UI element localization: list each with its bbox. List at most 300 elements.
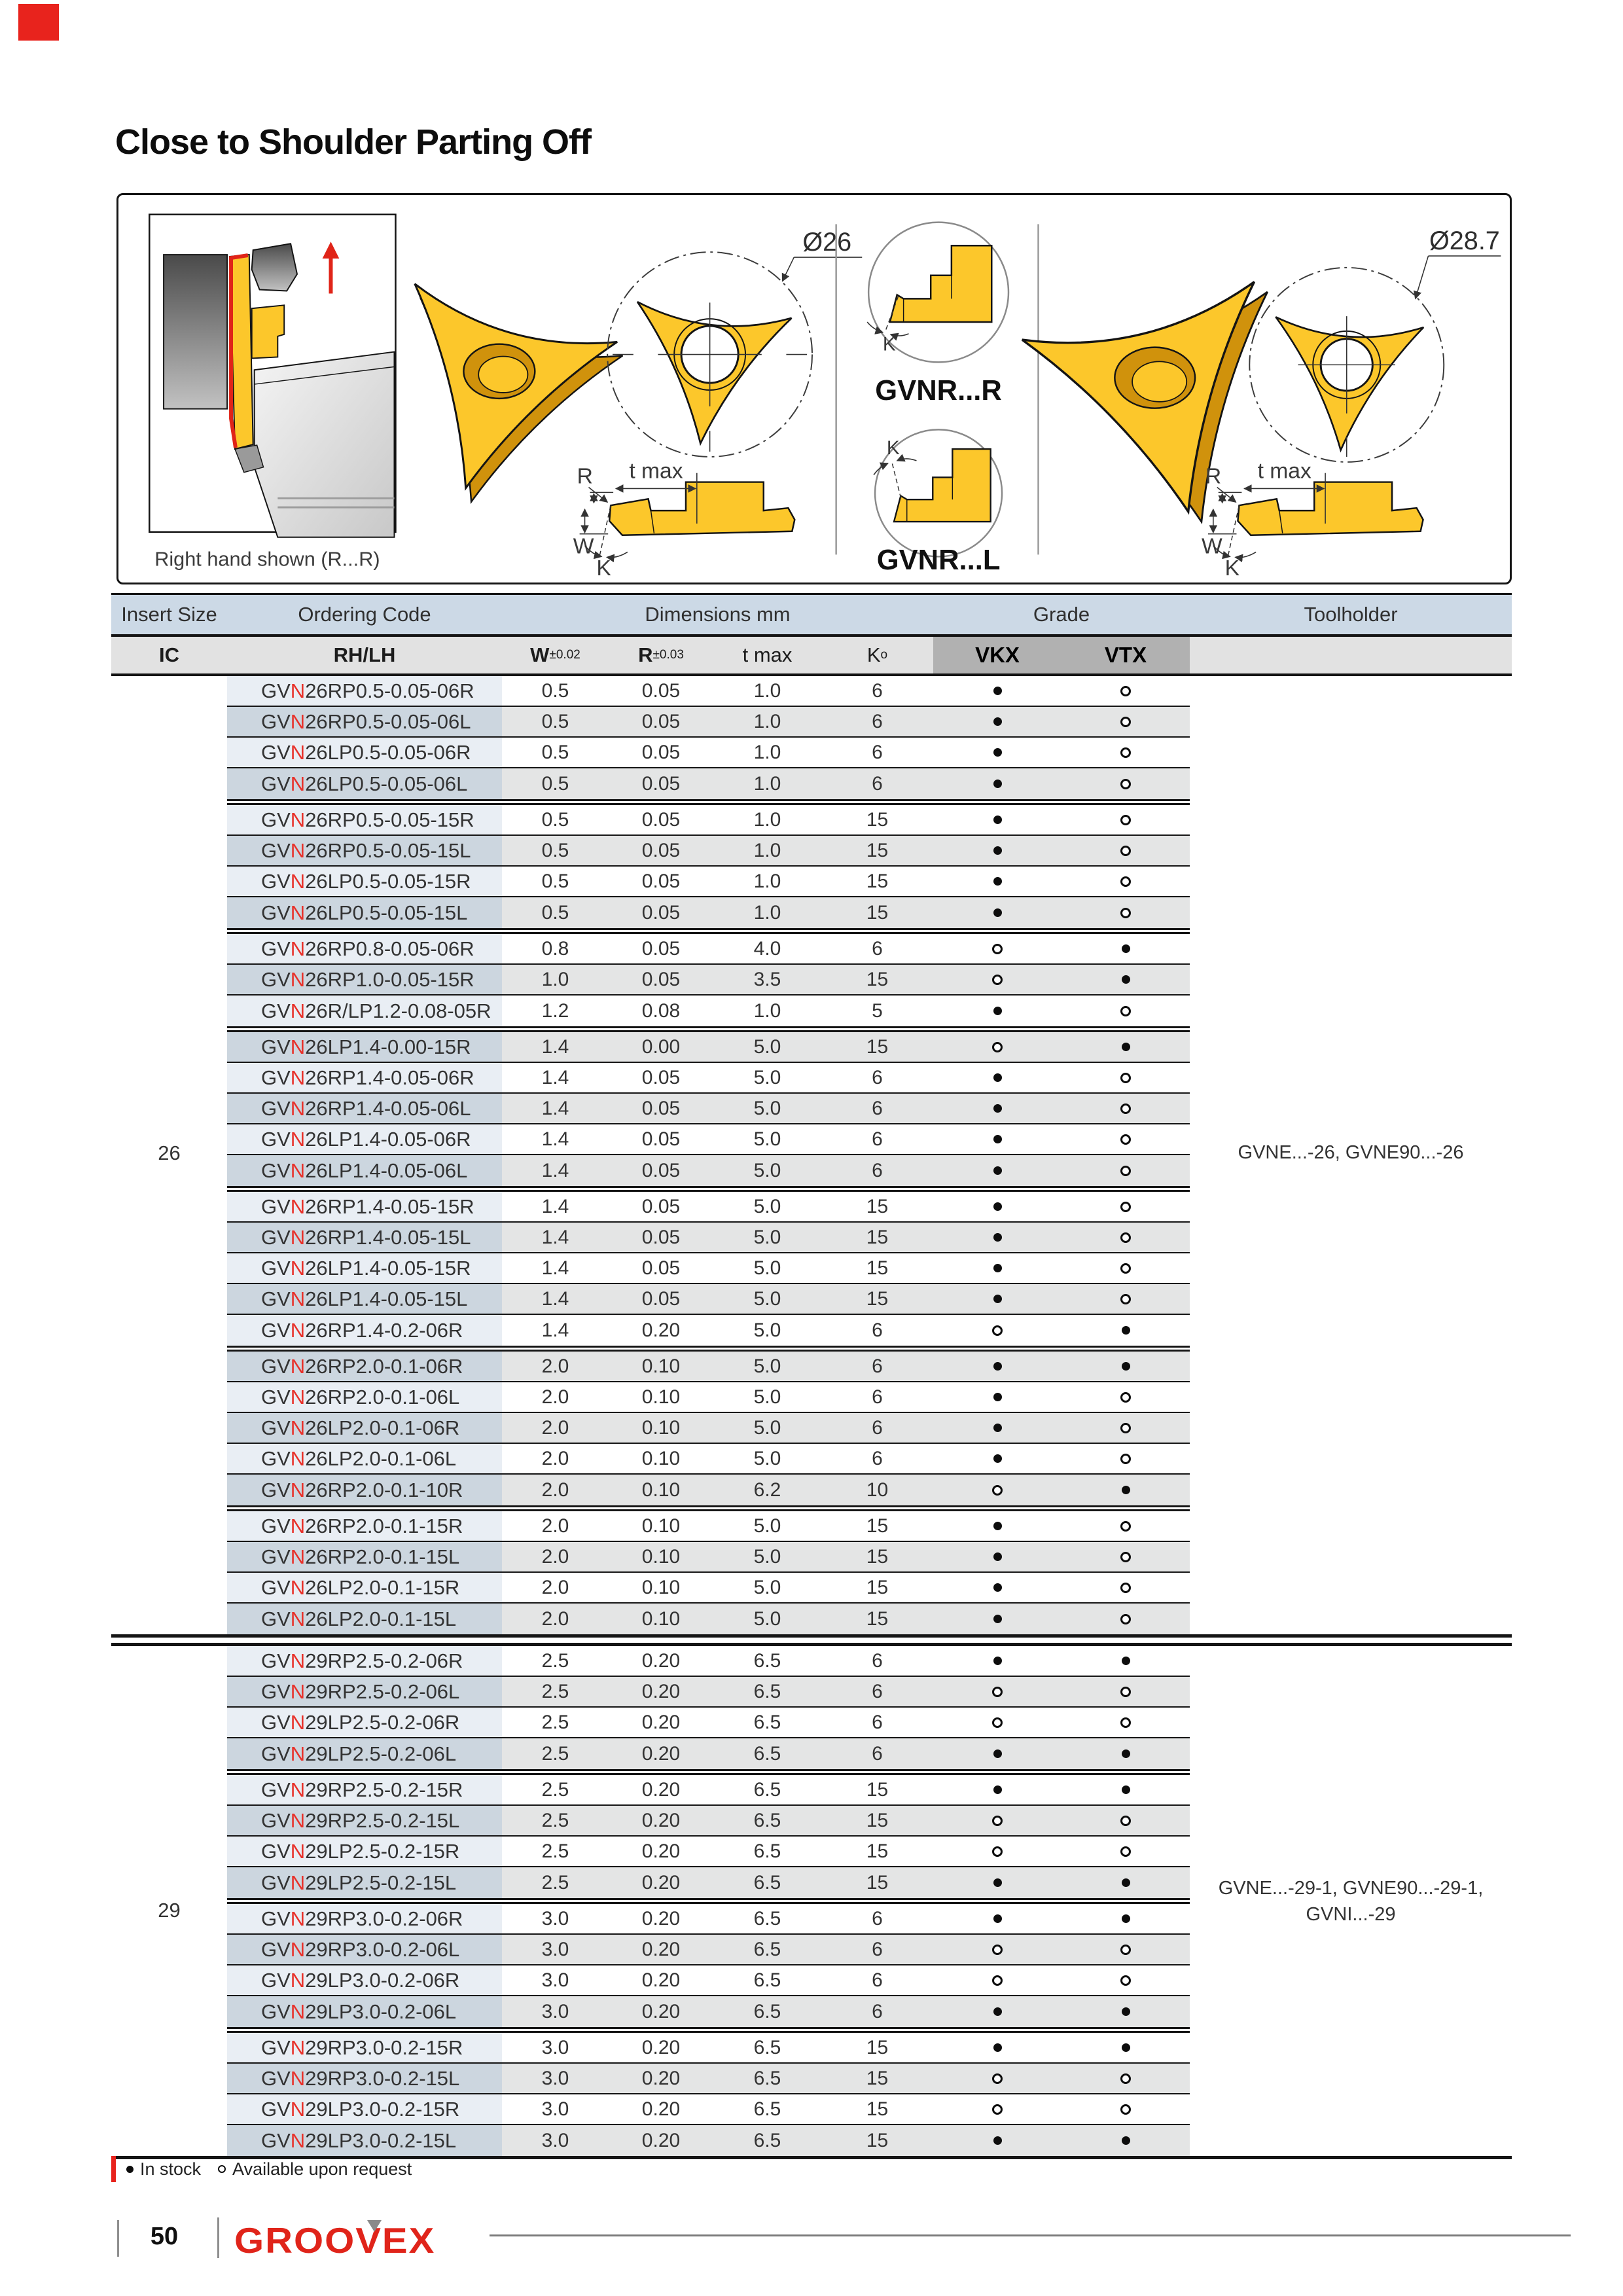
grade-vtx-open bbox=[1061, 1677, 1190, 1706]
dim-tmax: 5.0 bbox=[753, 1226, 781, 1248]
dim-r: 0.20 bbox=[641, 1871, 681, 1893]
dim-w: 1.4 bbox=[541, 1195, 569, 1217]
table-row bbox=[227, 1155, 1190, 1186]
dim-r: 0.10 bbox=[641, 1355, 681, 1377]
grade-vkx-filled bbox=[933, 1904, 1061, 1933]
dim-k: 5 bbox=[872, 999, 883, 1022]
dim-r: 0.05 bbox=[641, 772, 681, 795]
dim-k: 15 bbox=[866, 1287, 889, 1310]
grade-vtx-open bbox=[1061, 1965, 1190, 1995]
dim-tmax: 5.0 bbox=[753, 1195, 781, 1217]
dim-tmax: 6.5 bbox=[753, 1742, 781, 1765]
dim-k: 6 bbox=[872, 1907, 883, 1929]
table-row bbox=[227, 897, 1190, 928]
grade-vkx-open bbox=[933, 1475, 1061, 1505]
detail-k-label-1: K bbox=[882, 333, 896, 355]
group-separator bbox=[227, 799, 1190, 805]
toolholder-label: GVNE...-29-1, GVNE90...-29-1, GVNI...-29 bbox=[1218, 1878, 1484, 1925]
grade-vkx-open bbox=[933, 965, 1061, 994]
insert-size-label-26: 26 bbox=[158, 1141, 181, 1164]
dim-tmax: 1.0 bbox=[753, 870, 781, 892]
brand-logo-triangle-icon bbox=[367, 2220, 382, 2232]
side-profile-right bbox=[1202, 459, 1423, 581]
grade-vkx-filled bbox=[933, 1284, 1061, 1314]
dim-w: 2.5 bbox=[541, 1742, 569, 1765]
grade-vkx-filled bbox=[933, 805, 1061, 834]
grade-vtx-filled bbox=[1061, 934, 1190, 963]
dim-r: 0.20 bbox=[641, 1840, 681, 1862]
dim-tmax: 5.0 bbox=[753, 1416, 781, 1439]
grade-vtx-open bbox=[1061, 1192, 1190, 1221]
header-tmax: t max bbox=[742, 643, 793, 666]
dim-w: 2.0 bbox=[541, 1447, 569, 1469]
dim-r: 0.05 bbox=[641, 870, 681, 892]
grade-vtx-filled bbox=[1061, 1996, 1190, 2027]
dim-w: 1.4 bbox=[541, 1287, 569, 1310]
dim-tmax: 5.0 bbox=[753, 1545, 781, 1568]
dim-tmax: 4.0 bbox=[753, 937, 781, 960]
grade-vkx-filled bbox=[933, 1063, 1061, 1092]
dim-k: 15 bbox=[866, 968, 889, 990]
table-row bbox=[227, 1063, 1190, 1094]
table-row bbox=[227, 1444, 1190, 1475]
table-row bbox=[227, 1573, 1190, 1604]
dim-r: 0.10 bbox=[641, 1479, 681, 1501]
dim-k: 15 bbox=[866, 1809, 889, 1831]
dim-r: 0.05 bbox=[641, 1226, 681, 1248]
table-row bbox=[227, 1867, 1190, 1898]
dim-k: 15 bbox=[866, 1778, 889, 1801]
ordering-code: GV N 26RP1.4-0.2-06R bbox=[227, 1315, 502, 1346]
grade-vtx-filled bbox=[1061, 1475, 1190, 1505]
header-grade: Grade bbox=[1033, 603, 1090, 626]
ordering-code: GV N 29LP2.5-0.2-15L bbox=[227, 1867, 502, 1898]
dim-w: 2.5 bbox=[541, 1778, 569, 1801]
dim-tmax: 5.0 bbox=[753, 1097, 781, 1119]
ordering-code: GV N 26LP2.0-0.1-15L bbox=[227, 1604, 502, 1634]
dim-r: 0.20 bbox=[641, 1907, 681, 1929]
group-separator bbox=[227, 1505, 1190, 1511]
dim-w: 1.4 bbox=[541, 1159, 569, 1181]
grade-vtx-filled bbox=[1061, 965, 1190, 994]
dim-w: 1.4 bbox=[541, 1066, 569, 1088]
dim-r: 0.05 bbox=[641, 1066, 681, 1088]
table-row bbox=[227, 1223, 1190, 1253]
dim-r: 0.20 bbox=[641, 1680, 681, 1702]
ordering-code: GV N 26LP2.0-0.1-15R bbox=[227, 1573, 502, 1602]
in-stock-label: In stock bbox=[140, 2159, 202, 2179]
dim-tmax: 6.5 bbox=[753, 1969, 781, 1991]
dim-k: 15 bbox=[866, 1515, 889, 1537]
table-row bbox=[227, 1032, 1190, 1063]
grade-vkx-open bbox=[933, 2094, 1061, 2124]
dim-k: 15 bbox=[866, 2067, 889, 2089]
dim-r: 0.20 bbox=[641, 2067, 681, 2089]
ordering-code: GV N 26LP0.5-0.05-15L bbox=[227, 897, 502, 928]
table-row bbox=[227, 1604, 1190, 1634]
table-row bbox=[227, 1965, 1190, 1996]
grade-vtx-open bbox=[1061, 2064, 1190, 2093]
dim-w: 1.4 bbox=[541, 1128, 569, 1150]
table-body bbox=[111, 676, 1512, 2159]
grade-vkx-filled bbox=[933, 897, 1061, 928]
dim-k: 15 bbox=[866, 901, 889, 924]
dim-k: 15 bbox=[866, 1840, 889, 1862]
dim-r: 0.05 bbox=[641, 839, 681, 861]
dim-w: 3.0 bbox=[541, 2098, 569, 2120]
dim-r: 0.05 bbox=[641, 710, 681, 732]
grade-vtx-filled bbox=[1061, 1315, 1190, 1346]
grade-vtx-open bbox=[1061, 676, 1190, 706]
grade-vkx-filled bbox=[933, 1542, 1061, 1571]
dim-k: 6 bbox=[872, 1969, 883, 1991]
dim-tmax: 6.5 bbox=[753, 1871, 781, 1893]
header-vkx: VKX bbox=[975, 643, 1020, 667]
dim-k: 15 bbox=[866, 1195, 889, 1217]
dim-k: 15 bbox=[866, 2098, 889, 2120]
ordering-code: GV N 26RP0.5-0.05-15R bbox=[227, 805, 502, 834]
header-r: R ±0.03 bbox=[638, 643, 684, 666]
ordering-code: GV N 26RP2.0-0.1-06L bbox=[227, 1382, 502, 1412]
dim-r: 0.05 bbox=[641, 901, 681, 924]
dim-tmax: 5.0 bbox=[753, 1128, 781, 1150]
dim-w: 0.5 bbox=[541, 679, 569, 702]
header-grade-box bbox=[933, 637, 1190, 673]
footer-horizontal-line bbox=[490, 2234, 1571, 2236]
brand-logo: GROOVEX bbox=[234, 2220, 436, 2261]
dim-w: 0.5 bbox=[541, 870, 569, 892]
grade-vkx-open bbox=[933, 934, 1061, 963]
dim-r: 0.10 bbox=[641, 1386, 681, 1408]
dim-tmax: 1.0 bbox=[753, 772, 781, 795]
grade-vkx-filled bbox=[933, 1738, 1061, 1769]
dim-r: 0.05 bbox=[641, 1287, 681, 1310]
grade-vkx-open bbox=[933, 1677, 1061, 1706]
diameter-right-label: Ø28.7 bbox=[1429, 226, 1500, 256]
grade-vtx-filled bbox=[1061, 1352, 1190, 1381]
ordering-code: GV N 26RP0.5-0.05-15L bbox=[227, 836, 502, 865]
grade-vtx-open bbox=[1061, 707, 1190, 736]
dim-k: 6 bbox=[872, 1649, 883, 1672]
dim-w: 1.4 bbox=[541, 1226, 569, 1248]
grade-vtx-open bbox=[1061, 1253, 1190, 1283]
dim-tmax: 5.0 bbox=[753, 1447, 781, 1469]
dim-k: 15 bbox=[866, 1545, 889, 1568]
ordering-code: GV N 26RP1.4-0.05-15L bbox=[227, 1223, 502, 1252]
dim-r: 0.20 bbox=[641, 1969, 681, 1991]
ordering-code: GV N 26RP2.0-0.1-10R bbox=[227, 1475, 502, 1505]
dim-tmax: 1.0 bbox=[753, 901, 781, 924]
dim-k: 6 bbox=[872, 1711, 883, 1733]
dim-k: 15 bbox=[866, 2036, 889, 2058]
dim-w: 2.5 bbox=[541, 1809, 569, 1831]
table-row bbox=[227, 1996, 1190, 2027]
ordering-code: GV N 26RP0.8-0.05-06R bbox=[227, 934, 502, 963]
dim-r: 0.10 bbox=[641, 1416, 681, 1439]
dim-tmax: 6.5 bbox=[753, 1711, 781, 1733]
dim-tmax: 6.5 bbox=[753, 2036, 781, 2058]
dim-w: 1.4 bbox=[541, 1035, 569, 1058]
parted-piece bbox=[252, 243, 297, 291]
dim-tmax: 6.5 bbox=[753, 2098, 781, 2120]
dim-r: 0.10 bbox=[641, 1576, 681, 1598]
grade-vtx-open bbox=[1061, 1063, 1190, 1092]
grade-vtx-filled bbox=[1061, 1904, 1190, 1933]
dim-w: 0.5 bbox=[541, 808, 569, 831]
dim-tmax: 1.0 bbox=[753, 741, 781, 763]
dim-k: 15 bbox=[866, 1226, 889, 1248]
grade-vtx-open bbox=[1061, 1094, 1190, 1123]
grade-vtx-open bbox=[1061, 996, 1190, 1026]
dim-r: 0.20 bbox=[641, 1809, 681, 1831]
dim-w: 2.5 bbox=[541, 1649, 569, 1672]
dim-tmax: 6.5 bbox=[753, 1809, 781, 1831]
dim-tmax: 6.5 bbox=[753, 2129, 781, 2151]
grade-vtx-open bbox=[1061, 1708, 1190, 1737]
dim-r: 0.20 bbox=[641, 1778, 681, 1801]
grade-vkx-filled bbox=[933, 1444, 1061, 1473]
dim-w: 3.0 bbox=[541, 2000, 569, 2022]
ordering-code: GV N 26RP1.4-0.05-15R bbox=[227, 1192, 502, 1221]
dim-w: 1.0 bbox=[541, 968, 569, 990]
figure-panel bbox=[116, 193, 1512, 584]
group-separator bbox=[227, 1346, 1190, 1352]
table-row bbox=[227, 1677, 1190, 1708]
dim-r: 0.10 bbox=[641, 1447, 681, 1469]
table-row bbox=[227, 965, 1190, 996]
dim-w: 2.5 bbox=[541, 1840, 569, 1862]
dim-k: 15 bbox=[866, 1871, 889, 1893]
front-view-right bbox=[1249, 268, 1444, 462]
dim-r: 0.05 bbox=[641, 1128, 681, 1150]
ordering-code: GV N 29LP2.5-0.2-06R bbox=[227, 1708, 502, 1737]
grade-vtx-filled bbox=[1061, 1646, 1190, 1676]
ordering-code: GV N 26RP1.4-0.05-06R bbox=[227, 1063, 502, 1092]
grade-vkx-open bbox=[933, 1315, 1061, 1346]
dim-tmax: 5.0 bbox=[753, 1287, 781, 1310]
dim-r: 0.20 bbox=[641, 2098, 681, 2120]
page-corner-mark bbox=[18, 4, 59, 41]
grade-vkx-filled bbox=[933, 1124, 1061, 1154]
table-row bbox=[227, 738, 1190, 768]
dim-tmax: 5.0 bbox=[753, 1576, 781, 1598]
ordering-code: GV N 26RP0.5-0.05-06L bbox=[227, 707, 502, 736]
header-ic: IC bbox=[159, 643, 179, 666]
dim-r: 0.05 bbox=[641, 741, 681, 763]
dim-k: 6 bbox=[872, 679, 883, 702]
table-row bbox=[227, 1904, 1190, 1935]
grade-vkx-filled bbox=[933, 1511, 1061, 1541]
dim-w: 1.2 bbox=[541, 999, 569, 1022]
group-separator bbox=[227, 1898, 1190, 1904]
table-header-columns bbox=[111, 637, 1512, 673]
ordering-code: GV N 26RP1.4-0.05-06L bbox=[227, 1094, 502, 1123]
group-separator bbox=[227, 1026, 1190, 1032]
grade-vtx-open bbox=[1061, 2094, 1190, 2124]
dim-k: 15 bbox=[866, 839, 889, 861]
dim-w: 0.8 bbox=[541, 937, 569, 960]
dim-tmax: 5.0 bbox=[753, 1386, 781, 1408]
dim-k: 6 bbox=[872, 1355, 883, 1377]
dim-tmax: 1.0 bbox=[753, 808, 781, 831]
dim-tmax: 1.0 bbox=[753, 839, 781, 861]
page-number: 50 bbox=[150, 2223, 179, 2250]
dim-r: 0.05 bbox=[641, 1195, 681, 1217]
grade-vtx-open bbox=[1061, 897, 1190, 928]
dim-r: 0.20 bbox=[641, 2129, 681, 2151]
grade-vkx-filled bbox=[933, 867, 1061, 896]
group-separator bbox=[227, 1186, 1190, 1192]
dim-r: 0.20 bbox=[641, 1742, 681, 1765]
grade-vtx-open bbox=[1061, 768, 1190, 799]
dim-w: 3.0 bbox=[541, 2129, 569, 2151]
grade-vtx-open bbox=[1061, 1155, 1190, 1186]
footer-rule-mid bbox=[217, 2217, 219, 2258]
grade-vkx-filled bbox=[933, 1775, 1061, 1804]
grade-vkx-filled bbox=[933, 1253, 1061, 1283]
dim-w: 2.5 bbox=[541, 1711, 569, 1733]
table-row bbox=[227, 707, 1190, 738]
on-request-label: Available upon request bbox=[232, 2159, 412, 2179]
dim-r: 0.00 bbox=[641, 1035, 681, 1058]
header-ordering-code: Ordering Code bbox=[298, 603, 431, 626]
dim-w: 2.0 bbox=[541, 1515, 569, 1537]
dim-tmax: 5.0 bbox=[753, 1355, 781, 1377]
table-row bbox=[227, 1382, 1190, 1413]
dim-tmax: 6.5 bbox=[753, 1840, 781, 1862]
dim-w: 3.0 bbox=[541, 1938, 569, 1960]
figure-drawing: R t max W Right hand shown (R...R) Ø26 K GVNR...R K GVNR...L Ø28.7 bbox=[118, 195, 1510, 583]
dim-tmax: 6.5 bbox=[753, 2000, 781, 2022]
dim-k: 10 bbox=[866, 1479, 889, 1501]
table-row bbox=[227, 1124, 1190, 1155]
grade-vkx-open bbox=[933, 1837, 1061, 1866]
header-vtx: VTX bbox=[1104, 643, 1147, 667]
dim-w: 2.0 bbox=[541, 1479, 569, 1501]
dim-k: 15 bbox=[866, 1607, 889, 1630]
dim-k: 6 bbox=[872, 1447, 883, 1469]
dim-r: 0.20 bbox=[641, 2036, 681, 2058]
grade-vkx-filled bbox=[933, 1996, 1061, 2027]
group-separator bbox=[227, 928, 1190, 934]
table-row bbox=[227, 1775, 1190, 1806]
dim-r: 0.05 bbox=[641, 808, 681, 831]
dim-k: 6 bbox=[872, 2000, 883, 2022]
grade-vtx-open bbox=[1061, 1284, 1190, 1314]
dim-k: 6 bbox=[872, 1416, 883, 1439]
dim-w: 3.0 bbox=[541, 1969, 569, 1991]
footer-rule-left bbox=[117, 2220, 119, 2257]
table-row bbox=[227, 2033, 1190, 2064]
table-row bbox=[227, 1738, 1190, 1769]
ordering-code: GV N 29LP3.0-0.2-15L bbox=[227, 2125, 502, 2156]
dim-tmax: 5.0 bbox=[753, 1159, 781, 1181]
ordering-code: GV N 26RP2.0-0.1-15L bbox=[227, 1542, 502, 1571]
dim-tmax: 5.0 bbox=[753, 1066, 781, 1088]
grade-vtx-filled bbox=[1061, 1775, 1190, 1804]
dim-tmax: 5.0 bbox=[753, 1319, 781, 1341]
dim-k: 15 bbox=[866, 2129, 889, 2151]
dim-w: 2.0 bbox=[541, 1576, 569, 1598]
dim-r: 0.05 bbox=[641, 968, 681, 990]
grade-vkx-filled bbox=[933, 1646, 1061, 1676]
table-row bbox=[227, 1253, 1190, 1284]
dim-r: 0.10 bbox=[641, 1545, 681, 1568]
header-rhlh: RH/LH bbox=[333, 643, 396, 666]
table-row bbox=[227, 836, 1190, 867]
ordering-code: GV N 26LP2.0-0.1-06R bbox=[227, 1413, 502, 1443]
grade-vtx-open bbox=[1061, 1837, 1190, 1866]
figure-caption: Right hand shown (R...R) bbox=[154, 547, 380, 571]
dim-w: 2.0 bbox=[541, 1416, 569, 1439]
header-w: W ±0.02 bbox=[530, 643, 580, 666]
dim-tmax: 6.5 bbox=[753, 1938, 781, 1960]
ordering-code: GV N 26LP1.4-0.05-06L bbox=[227, 1155, 502, 1186]
dim-w: 0.5 bbox=[541, 710, 569, 732]
dim-k: 15 bbox=[866, 1576, 889, 1598]
dim-tmax: 5.0 bbox=[753, 1257, 781, 1279]
detail-view-left-hand bbox=[874, 429, 1002, 556]
ordering-code: GV N 26RP0.5-0.05-06R bbox=[227, 676, 502, 706]
dim-tmax: 1.0 bbox=[753, 710, 781, 732]
grade-vkx-filled bbox=[933, 738, 1061, 767]
dim-tmax: 6.5 bbox=[753, 2067, 781, 2089]
grade-vkx-filled bbox=[933, 707, 1061, 736]
table-row bbox=[227, 805, 1190, 836]
dim-r: 0.05 bbox=[641, 1257, 681, 1279]
dim-w: 2.0 bbox=[541, 1607, 569, 1630]
insert-size-label-29: 29 bbox=[158, 1899, 181, 1922]
ordering-code: GV N 26LP1.4-0.05-15R bbox=[227, 1253, 502, 1283]
dim-tmax: 6.2 bbox=[753, 1479, 781, 1501]
group-separator bbox=[227, 1769, 1190, 1775]
grade-vkx-filled bbox=[933, 1604, 1061, 1634]
dim-k: 6 bbox=[872, 1159, 883, 1181]
ordering-code: GV N 26RP1.0-0.05-15R bbox=[227, 965, 502, 994]
side-profile-left bbox=[573, 459, 795, 581]
dim-tmax: 1.0 bbox=[753, 999, 781, 1022]
grade-vtx-open bbox=[1061, 1542, 1190, 1571]
toolholder-label: GVNE...-26, GVNE90...-26 bbox=[1238, 1142, 1464, 1163]
table-row bbox=[227, 867, 1190, 897]
table-row bbox=[227, 2064, 1190, 2094]
dim-tmax: 6.5 bbox=[753, 1680, 781, 1702]
table-row bbox=[227, 1511, 1190, 1542]
table-row bbox=[227, 1315, 1190, 1346]
grade-vtx-filled bbox=[1061, 1738, 1190, 1769]
on-request-icon bbox=[218, 2165, 226, 2173]
grade-vkx-open bbox=[933, 2064, 1061, 2093]
grade-vkx-filled bbox=[933, 1867, 1061, 1898]
grade-vtx-open bbox=[1061, 1573, 1190, 1602]
dim-k: 6 bbox=[872, 1319, 883, 1341]
dim-w: 0.5 bbox=[541, 772, 569, 795]
section-separator bbox=[111, 1634, 1512, 1646]
ordering-code: GV N 29LP2.5-0.2-06L bbox=[227, 1738, 502, 1769]
table-row bbox=[227, 1935, 1190, 1965]
detail-k-label-2: K bbox=[886, 437, 900, 459]
insert-spec-table bbox=[111, 593, 1512, 2159]
dim-k: 6 bbox=[872, 1066, 883, 1088]
grade-vtx-open bbox=[1061, 1223, 1190, 1252]
grade-vkx-filled bbox=[933, 676, 1061, 706]
detail-label-gvnr-r: GVNR...R bbox=[875, 374, 1002, 406]
page-title: Close to Shoulder Parting Off bbox=[115, 122, 592, 162]
dim-r: 0.20 bbox=[641, 1649, 681, 1672]
ordering-code: GV N 29RP3.0-0.2-15R bbox=[227, 2033, 502, 2062]
ordering-code: GV N 29LP3.0-0.2-06R bbox=[227, 1965, 502, 1995]
ordering-code: GV N 26R/LP1.2-0.08-05R bbox=[227, 996, 502, 1026]
